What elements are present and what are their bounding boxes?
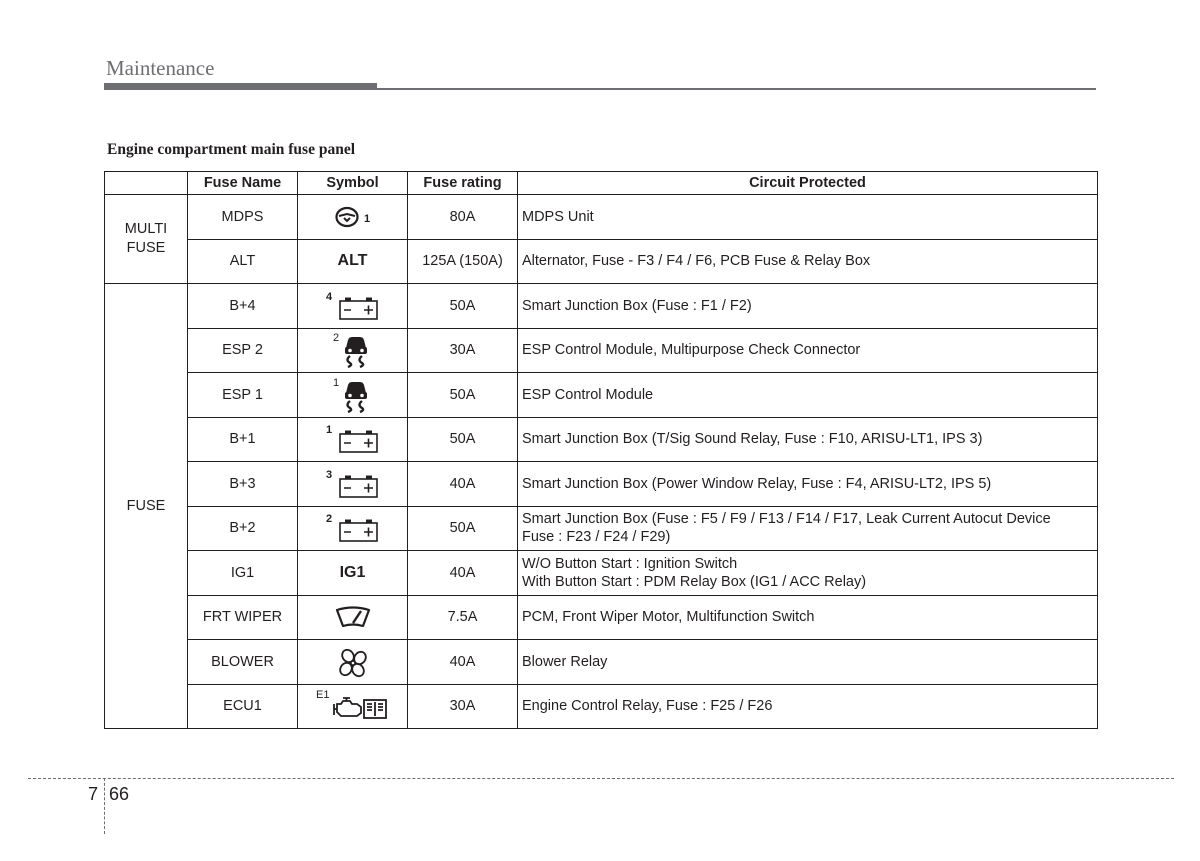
symbol-cell [298,551,408,596]
symbol-tag: 4 [326,290,333,303]
symbol-text: IG1 [339,563,366,581]
circuit-text: PCM, Front Wiper Motor, Multifunction Switch [522,609,815,626]
group-cell-fuse [105,284,188,729]
rating-cell: 30A [408,328,518,373]
group-label: FUSE [126,497,166,514]
fuse-table [104,171,1098,729]
rating-cell: 80A [408,195,518,240]
circuit-text: W/O Button Start : Ignition Switch [522,555,738,572]
table-row [105,551,1098,596]
circuit-text: Smart Junction Box (T/Sig Sound Relay, Fuse : F10, ARISU-LT1, IPS 3) [522,431,983,448]
circuit-cell [518,551,1098,596]
circuit-cell [518,640,1098,685]
symbol-cell [298,373,408,418]
circuit-cell [518,684,1098,729]
symbol-tag: 1 [326,424,333,437]
fuse-name-cell: ESP 2 [188,328,298,373]
table-row [105,417,1098,462]
table-row [105,640,1098,685]
circuit-text: With Button Start : PDM Relay Box (IG1 / ACC Relay) [522,573,867,590]
engine-manual-icon [332,696,388,720]
fuse-name-cell: B+1 [188,417,298,462]
column-header: Circuit Protected [518,172,1098,195]
header-rule [377,88,1096,90]
section-title: Engine compartment main fuse panel [107,141,355,158]
group-label: FUSE [126,240,166,256]
fuse-name-cell: IG1 [188,551,298,596]
fuse-name-cell: BLOWER [188,640,298,685]
circuit-text: Blower Relay [522,653,608,670]
circuit-text: Smart Junction Box (Fuse : F5 / F9 / F13 / F14 / F17, Leak Current Autocut Device [522,511,1051,528]
symbol-cell [298,417,408,462]
symbol-cell [298,640,408,685]
table-row [105,595,1098,640]
fuse-name-cell: ESP 1 [188,373,298,418]
header-bar [104,83,377,90]
circuit-text: Smart Junction Box (Power Window Relay, Fuse : F4, ARISU-LT2, IPS 5) [522,475,992,492]
page-number: 66 [109,784,130,804]
circuit-text: Engine Control Relay, Fuse : F25 / F26 [522,698,773,715]
rating-cell: 50A [408,373,518,418]
rating-cell: 125A (150A) [408,239,518,284]
symbol-tag: 2 [333,332,340,345]
circuit-text: Alternator, Fuse - F3 / F4 / F6, PCB Fuse & Relay Box [522,253,871,270]
table-row [105,373,1098,418]
fuse-name-cell: B+3 [188,462,298,507]
skid-car-icon [342,381,370,413]
circuit-text: Fuse : F23 / F24 / F29) [522,529,671,546]
symbol-cell [298,328,408,373]
rating-cell: 40A [408,551,518,596]
fuse-name-cell: FRT WIPER [188,595,298,640]
fuse-name-cell: ALT [188,239,298,284]
table-header-row [105,172,1098,195]
circuit-cell [518,506,1098,551]
table-row [105,506,1098,551]
group-label: MULTI [124,221,168,237]
symbol-cell [298,462,408,507]
circuit-text: ESP Control Module [522,386,654,403]
rating-cell: 7.5A [408,595,518,640]
group-cell-multi-fuse [105,195,188,284]
fuse-name-cell: B+2 [188,506,298,551]
table-row [105,328,1098,373]
battery-icon [339,473,379,498]
fuse-name-cell: ECU1 [188,684,298,729]
table-row [105,195,1098,240]
circuit-cell [518,195,1098,240]
symbol-tag: E1 [316,689,330,702]
fuse-name-cell: MDPS [188,195,298,240]
footer-divider [28,778,1174,779]
rating-cell: 40A [408,640,518,685]
circuit-cell [518,373,1098,418]
rating-cell: 50A [408,284,518,329]
symbol-cell [298,595,408,640]
symbol-tag: 3 [326,468,333,481]
circuit-cell [518,239,1098,284]
page-header-title: Maintenance [106,56,215,80]
rating-cell: 50A [408,506,518,551]
chapter-number: 7 [88,784,99,804]
column-header: Fuse Name [188,172,298,195]
symbol-cell [298,684,408,729]
table-row [105,284,1098,329]
circuit-text: Smart Junction Box (Fuse : F1 / F2) [522,297,752,314]
circuit-cell [518,462,1098,507]
battery-icon [339,295,379,320]
skid-car-icon [342,336,370,368]
steering-wheel-icon [335,206,361,228]
circuit-cell [518,328,1098,373]
windshield-wiper-icon [335,606,371,628]
rating-cell: 50A [408,417,518,462]
symbol-tag: 1 [364,212,371,225]
column-header: Symbol [298,172,408,195]
fuse-name-cell: B+4 [188,284,298,329]
rating-cell: 30A [408,684,518,729]
symbol-cell [298,284,408,329]
circuit-cell [518,417,1098,462]
fan-icon [338,648,368,678]
battery-icon [339,428,379,453]
table-row [105,462,1098,507]
symbol-cell [298,506,408,551]
table-row [105,684,1098,729]
symbol-text: ALT [337,252,368,270]
symbol-cell [298,239,408,284]
column-header: Fuse rating [408,172,518,195]
circuit-cell [518,595,1098,640]
table-row [105,239,1098,284]
rating-cell: 40A [408,462,518,507]
footer-vertical-divider [104,778,105,834]
circuit-text: ESP Control Module, Multipurpose Check Connector [522,342,861,359]
symbol-cell [298,195,408,240]
circuit-cell [518,284,1098,329]
symbol-tag: 1 [333,376,340,389]
symbol-tag: 2 [326,513,333,526]
battery-icon [339,517,379,542]
circuit-text: MDPS Unit [522,208,594,225]
column-header-group [105,172,188,195]
